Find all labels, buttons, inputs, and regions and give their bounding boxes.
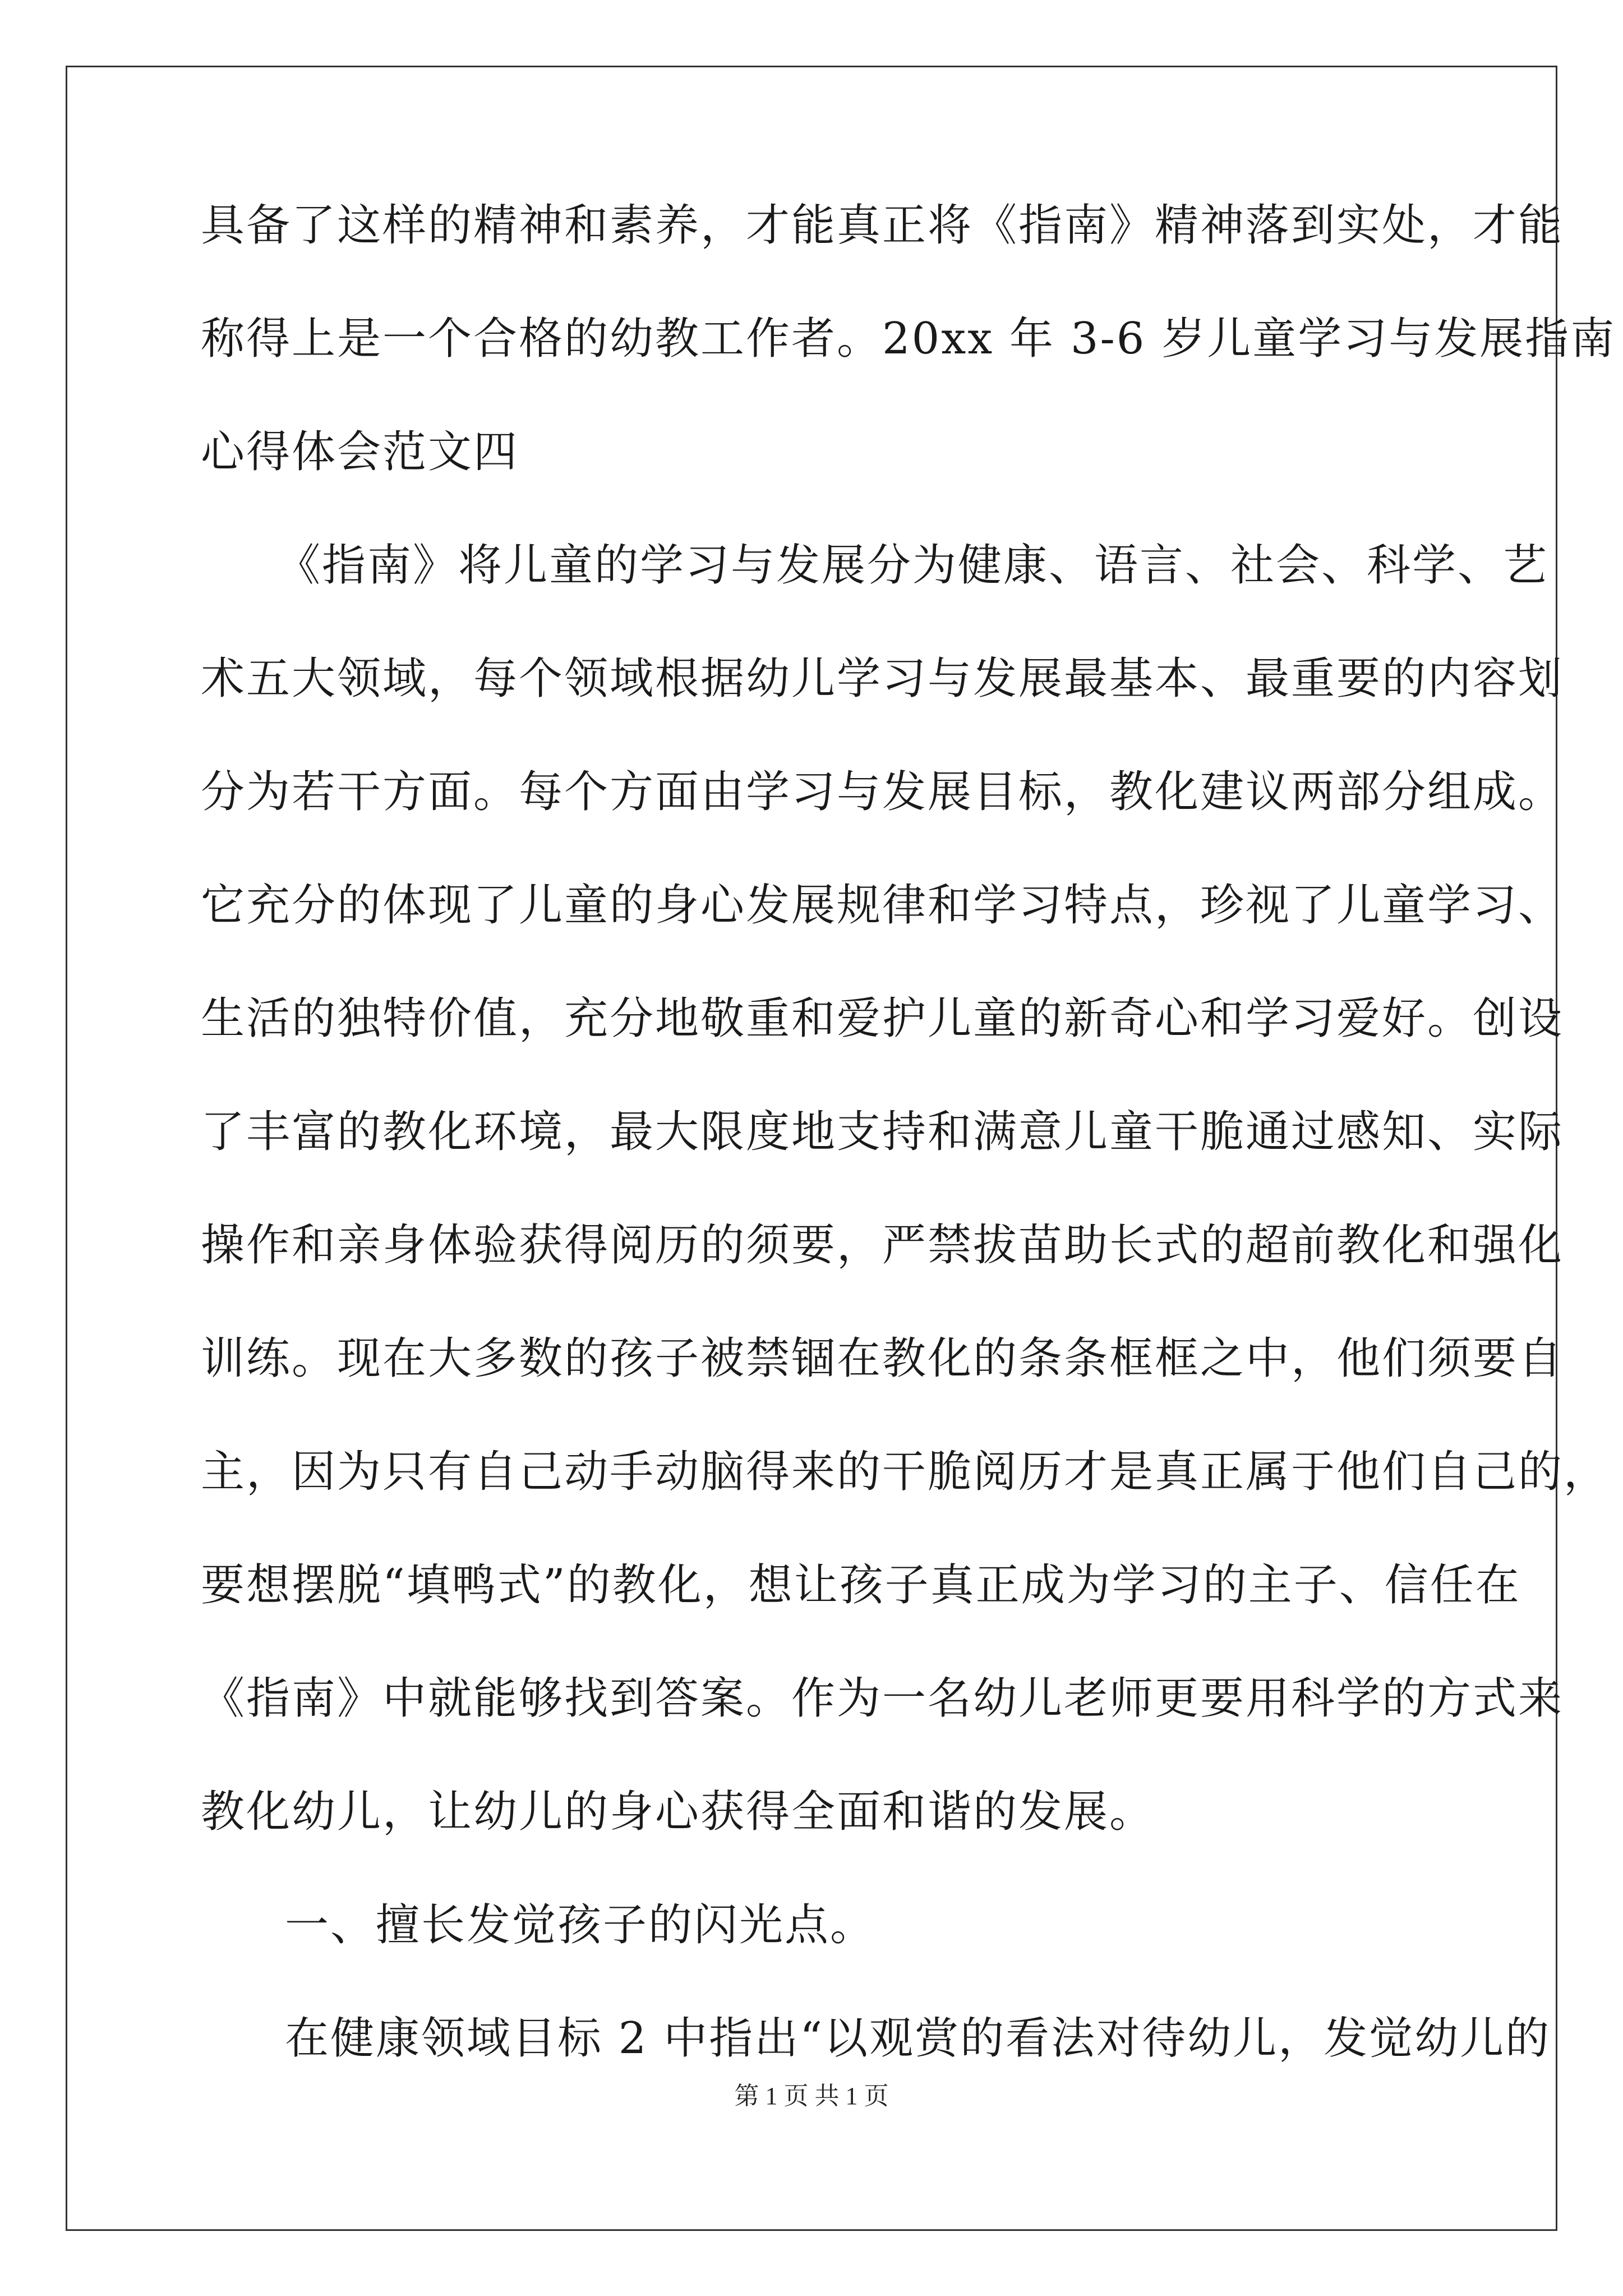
text-line: 心得体会范文四 [201,427,519,477]
text-line: 要想摆脱“填鸭式”的教化，想让孩子真正成为学习的主子、信任在 [201,1560,1521,1611]
text-line: 主，因为只有自己动手动脑得来的干脆阅历才是真正属于他们自己的， [201,1447,1610,1497]
text-line: 分为若干方面。每个方面由学习与发展目标，教化建议两部分组成。 [201,767,1564,817]
text-line: 教化幼儿，让幼儿的身心获得全面和谐的发展。 [201,1787,1155,1837]
text-line: 术五大领域，每个领域根据幼儿学习与发展最基本、最重要的内容划 [201,654,1564,704]
text-line: 训练。现在大多数的孩子被禁锢在教化的条条框框之中，他们须要自 [201,1333,1564,1384]
page-number-footer: 第 1 页 共 1 页 [734,2082,889,2110]
text-line: 具备了这样的精神和素养，才能真正将《指南》精神落到实处，才能 [201,200,1564,251]
document-body [201,200,1616,2129]
section-heading: 一、擅长发觉孩子的闪光点。 [285,1900,876,1950]
text-line: 称得上是一个合格的幼教工作者。20xx 年 3-6 岁儿童学习与发展指南 [201,314,1616,364]
text-line: 了丰富的教化环境，最大限度地支持和满意儿童干脆通过感知、实际 [201,1107,1564,1157]
text-line: 《指南》中就能够找到答案。作为一名幼儿老师更要用科学的方式来 [201,1673,1564,1724]
paragraph-start-line: 《指南》将儿童的学习与发展分为健康、语言、社会、科学、艺 [276,540,1549,591]
text-line: 它充分的体现了儿童的身心发展规律和学习特点，珍视了儿童学习、 [201,880,1564,931]
paragraph-start-line: 在健康领域目标 2 中指出“以观赏的看法对待幼儿，发觉幼儿的 [285,2013,1551,2064]
text-line: 操作和亲身体验获得阅历的须要，严禁拔苗助长式的超前教化和强化 [201,1220,1564,1271]
text-line: 生活的独特价值，充分地敬重和爱护儿童的新奇心和学习爱好。创设 [201,993,1564,1044]
